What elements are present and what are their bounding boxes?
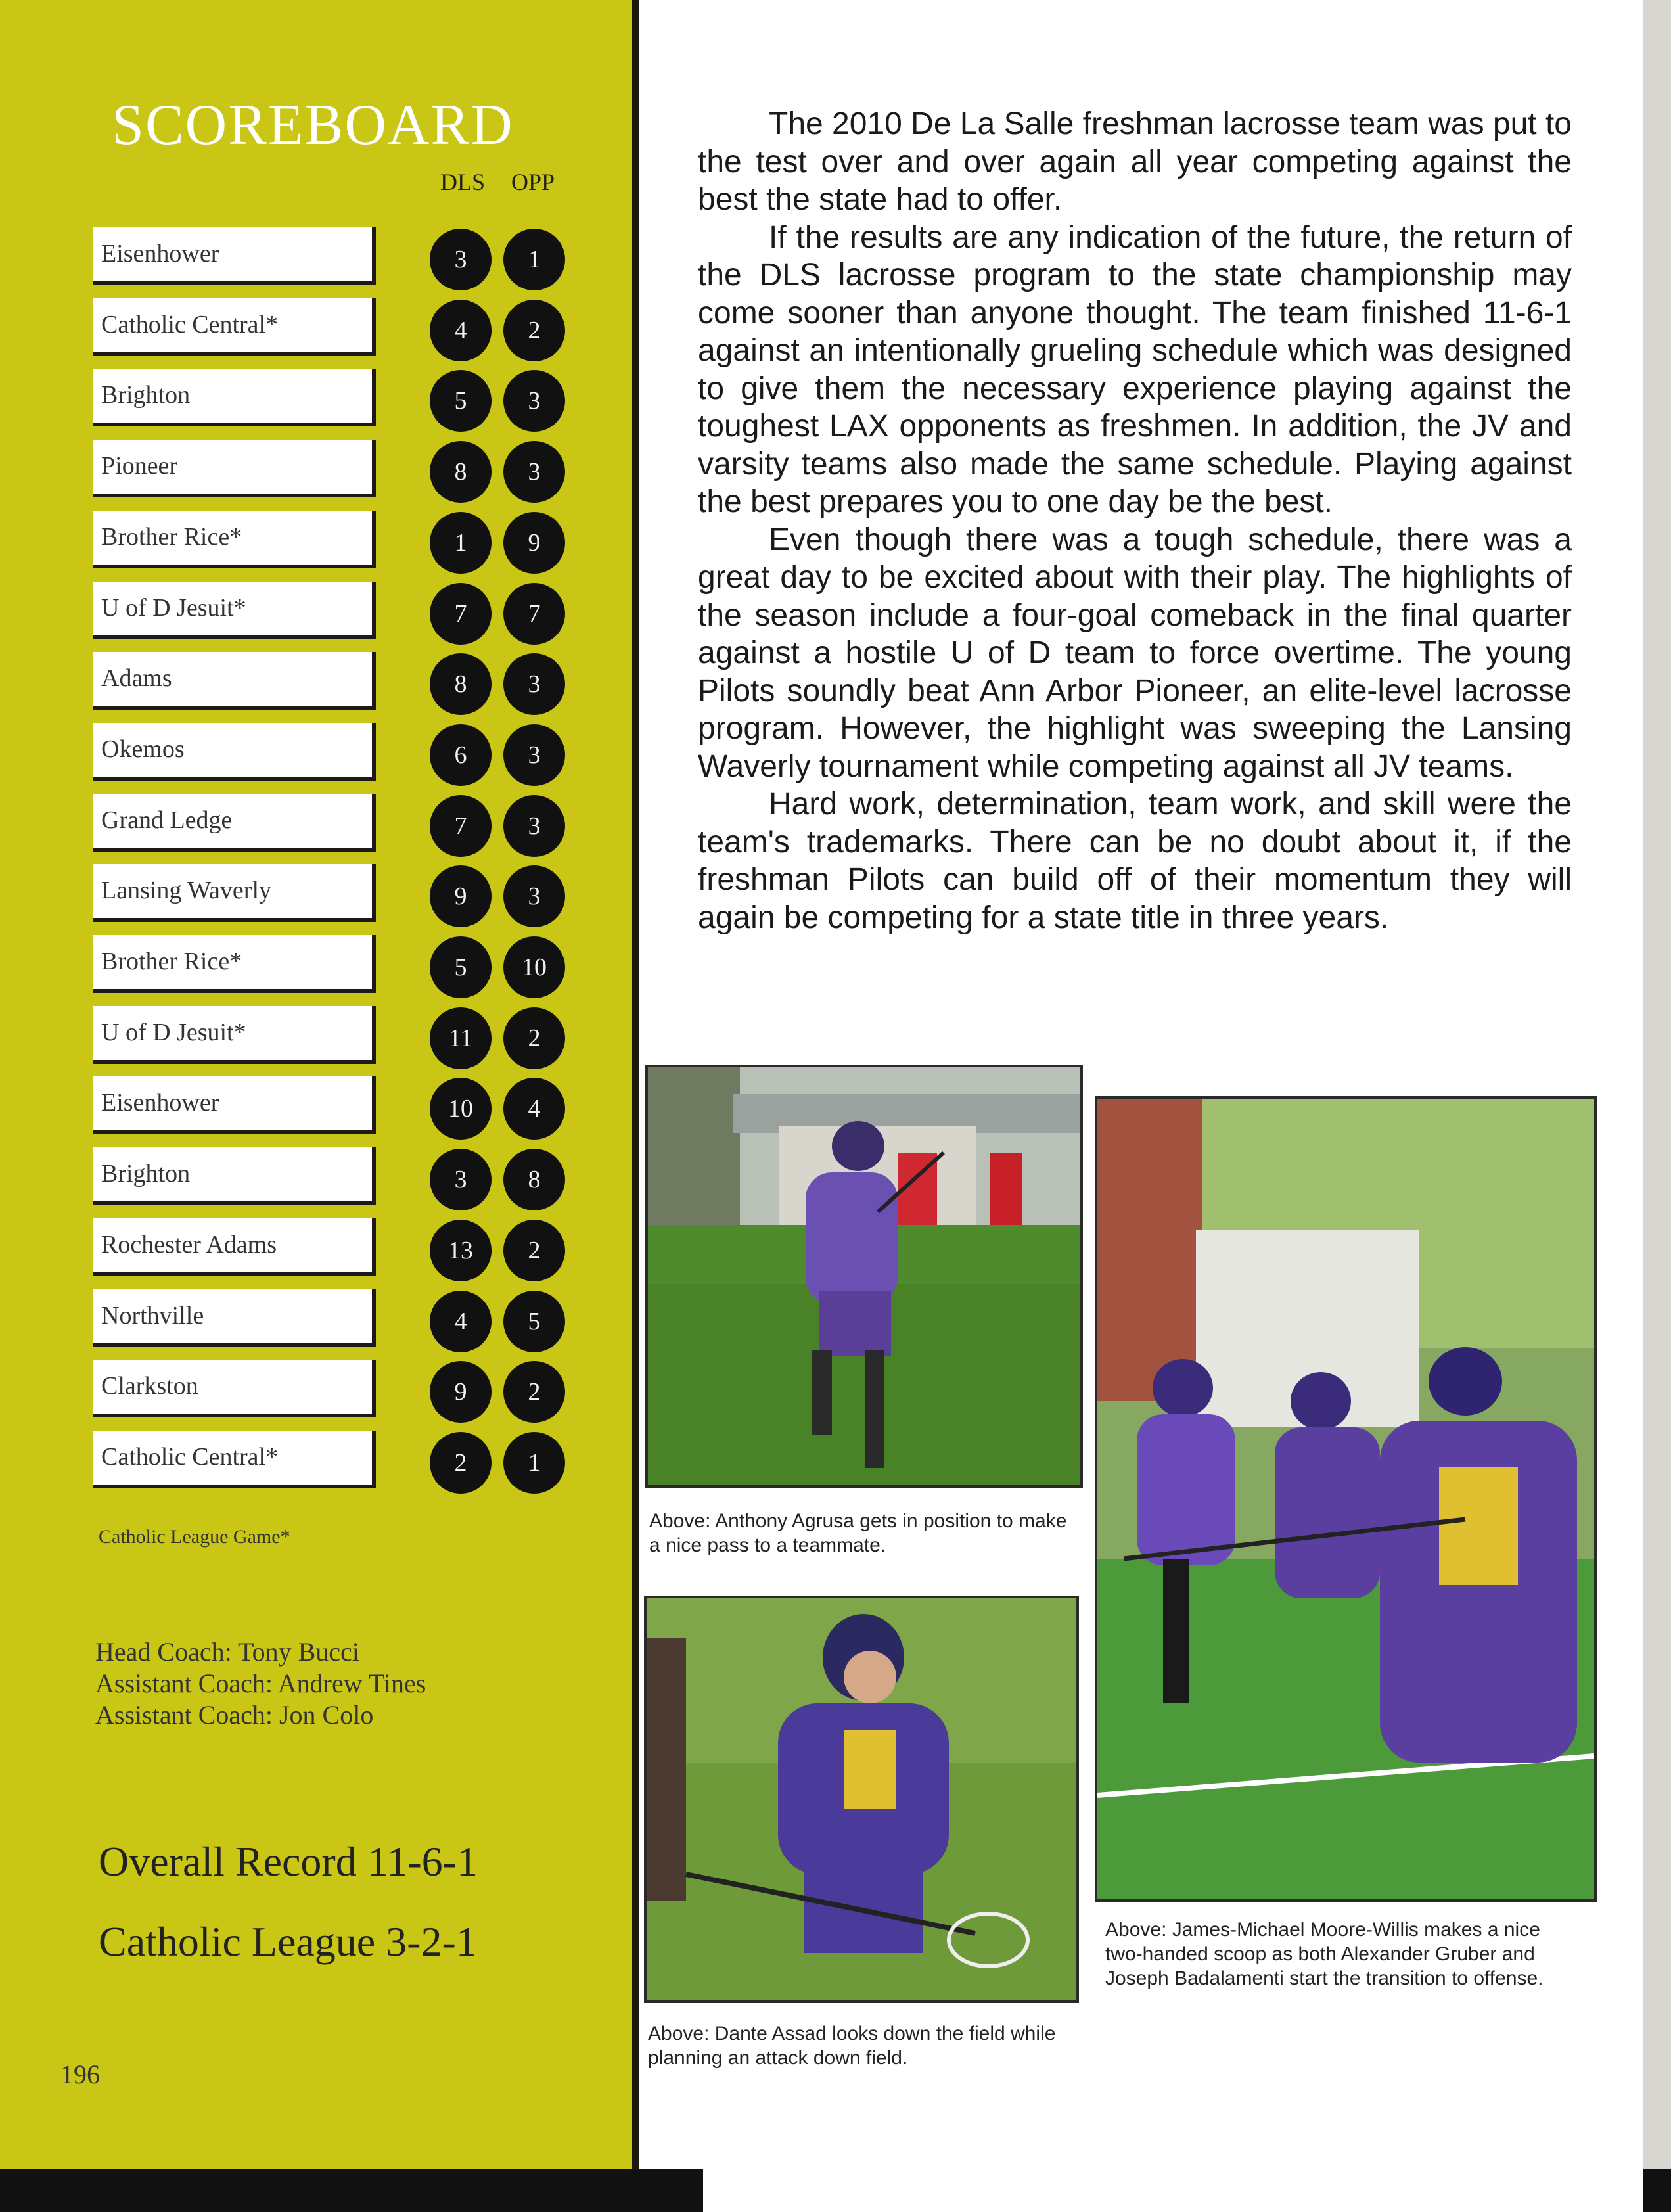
team-name: Eisenhower	[101, 1089, 219, 1117]
dls-score: 7	[430, 795, 492, 857]
score-row	[0, 1006, 591, 1072]
score-row	[0, 864, 591, 930]
photo-assad-image	[647, 1598, 1076, 2000]
team-box	[93, 935, 376, 993]
team-box	[93, 723, 376, 781]
dls-score: 3	[430, 1149, 492, 1210]
team-name: Brother Rice*	[101, 948, 242, 975]
team-box	[93, 1289, 376, 1347]
dls-score: 8	[430, 441, 492, 503]
score-row	[0, 1076, 591, 1142]
score-row	[0, 582, 591, 647]
page-number: 196	[60, 2060, 100, 2089]
score-row	[0, 794, 591, 860]
team-box	[93, 298, 376, 356]
score-row	[0, 1431, 591, 1496]
dls-score: 4	[430, 1291, 492, 1352]
dls-score: 5	[430, 370, 492, 432]
photo-agrusa-image	[648, 1067, 1080, 1485]
caption-assad: Above: Dante Assad looks down the field while planning an attack down field.	[648, 2023, 1056, 2069]
score-row	[0, 511, 591, 576]
score-row	[0, 935, 591, 1001]
caption-moore-willis: Above: James-Michael Moore-Willis makes a nice two-handed scoop as both Alexander Gruber and Joseph Badalamenti start the transition to offense.	[1105, 1919, 1544, 1989]
opp-score: 9	[503, 512, 565, 574]
team-name: Brighton	[101, 1160, 191, 1187]
team-box	[93, 794, 376, 852]
scoreboard-title: SCOREBOARD	[112, 93, 514, 157]
dls-score: 10	[430, 1078, 492, 1140]
team-box	[93, 582, 376, 639]
score-row	[0, 723, 591, 789]
score-row	[0, 652, 591, 718]
dls-score: 6	[430, 724, 492, 786]
score-row	[0, 298, 591, 364]
dls-score: 4	[430, 300, 492, 361]
photo-moore-willis-image	[1097, 1099, 1594, 1899]
team-name: Lansing Waverly	[101, 877, 272, 904]
team-box	[93, 1431, 376, 1488]
dls-score: 9	[430, 865, 492, 927]
overall-record: Overall Record 11-6-1	[99, 1838, 478, 1885]
team-name: Clarkston	[101, 1372, 198, 1400]
dls-column-header: DLS	[440, 169, 486, 195]
opp-score: 3	[503, 653, 565, 715]
dls-score: 13	[430, 1220, 492, 1281]
team-box	[93, 369, 376, 426]
opp-score: 2	[503, 1361, 565, 1423]
team-box	[93, 227, 376, 285]
team-name: Brighton	[101, 381, 191, 409]
assistant-coach-1: Assistant Coach: Andrew Tines	[95, 1669, 426, 1698]
team-box	[93, 1076, 376, 1134]
opp-score: 2	[503, 1220, 565, 1281]
team-name: Eisenhower	[101, 240, 219, 267]
article-paragraph: Even though there was a tough schedule, there was a great day to be excited about with their play. The highlights of the season include a four-goal comeback in the final quarter against a hostile U of D team to force overtime. The young Pilots soundly beat Ann Arbor Pioneer, an elite-level lacrosse program. However, the highlight was sweeping the Lansing Waverly tournament while competing against all JV teams.	[698, 522, 1572, 784]
opp-score: 5	[503, 1291, 565, 1352]
score-row	[0, 440, 591, 505]
team-name: Grand Ledge	[101, 806, 233, 834]
article-paragraph: Hard work, determination, team work, and skill were the team's trademarks. There can be no doubt about it, if the freshman Pilots can build off of their momentum they will again be competing for a state title in three years.	[698, 787, 1572, 935]
article-paragraph: If the results are any indication of the future, the return of the DLS lacrosse program to the state championship may come sooner than anyone thought. The team finished 11-6-1 against an intentionally grueling schedule which was designed to give them the necessary experience playing against the toughest LAX opponents as freshmen. In addition, the JV and varsity teams also made the same schedule. Playing against the best prepares you to one day be the best.	[698, 219, 1572, 519]
team-name: Rochester Adams	[101, 1231, 277, 1258]
opp-score: 8	[503, 1149, 565, 1210]
team-box	[93, 440, 376, 497]
dls-score: 8	[430, 653, 492, 715]
dls-score: 2	[430, 1432, 492, 1494]
score-row	[0, 227, 591, 293]
head-coach: Head Coach: Tony Bucci	[95, 1637, 359, 1667]
league-record: Catholic League 3-2-1	[99, 1918, 477, 1965]
team-box	[93, 864, 376, 922]
score-row	[0, 369, 591, 434]
photo-assad	[644, 1596, 1079, 2003]
team-box	[93, 1360, 376, 1417]
article-paragraph: The 2010 De La Salle freshman lacrosse team was put to the test over and over again all year competing against the best the state had to offer.	[698, 106, 1572, 217]
dls-score: 7	[430, 583, 492, 645]
opp-score: 7	[503, 583, 565, 645]
league-note: Catholic League Game*	[99, 1526, 290, 1548]
opp-score: 2	[503, 300, 565, 361]
article-body	[698, 105, 1572, 936]
opp-score: 3	[503, 370, 565, 432]
team-name: Northville	[101, 1302, 204, 1329]
opp-score: 3	[503, 441, 565, 503]
score-row	[0, 1360, 591, 1425]
caption-agrusa: Above: Anthony Agrusa gets in position to make a nice pass to a teammate.	[649, 1510, 1067, 1556]
opp-score: 10	[503, 936, 565, 998]
score-row	[0, 1218, 591, 1284]
dls-score: 11	[430, 1007, 492, 1069]
opp-score: 1	[503, 229, 565, 290]
dls-score: 5	[430, 936, 492, 998]
team-name: Brother Rice*	[101, 523, 242, 551]
dls-score: 3	[430, 229, 492, 290]
score-row	[0, 1289, 591, 1355]
team-name: Pioneer	[101, 452, 178, 480]
opp-score: 1	[503, 1432, 565, 1494]
dls-score: 1	[430, 512, 492, 574]
team-name: Adams	[101, 664, 172, 692]
team-name: Catholic Central*	[101, 311, 279, 338]
team-name: U of D Jesuit*	[101, 594, 246, 622]
team-box	[93, 1006, 376, 1064]
team-box	[93, 1218, 376, 1276]
team-name: U of D Jesuit*	[101, 1019, 246, 1046]
opp-score: 2	[503, 1007, 565, 1069]
team-box	[93, 652, 376, 710]
bottom-binding-strip	[0, 2169, 1671, 2212]
opp-score: 3	[503, 865, 565, 927]
assistant-coach-2: Assistant Coach: Jon Colo	[95, 1700, 374, 1730]
team-box	[93, 1147, 376, 1205]
photo-agrusa	[645, 1065, 1083, 1488]
score-row	[0, 1147, 591, 1213]
sidebar-divider	[632, 0, 639, 2212]
opp-column-header: OPP	[511, 169, 555, 195]
team-name: Okemos	[101, 735, 185, 763]
team-name: Catholic Central*	[101, 1443, 279, 1471]
photo-moore-willis	[1095, 1096, 1597, 1902]
dls-score: 9	[430, 1361, 492, 1423]
page-edge	[1643, 0, 1671, 2212]
opp-score: 3	[503, 795, 565, 857]
opp-score: 3	[503, 724, 565, 786]
opp-score: 4	[503, 1078, 565, 1140]
team-box	[93, 511, 376, 568]
